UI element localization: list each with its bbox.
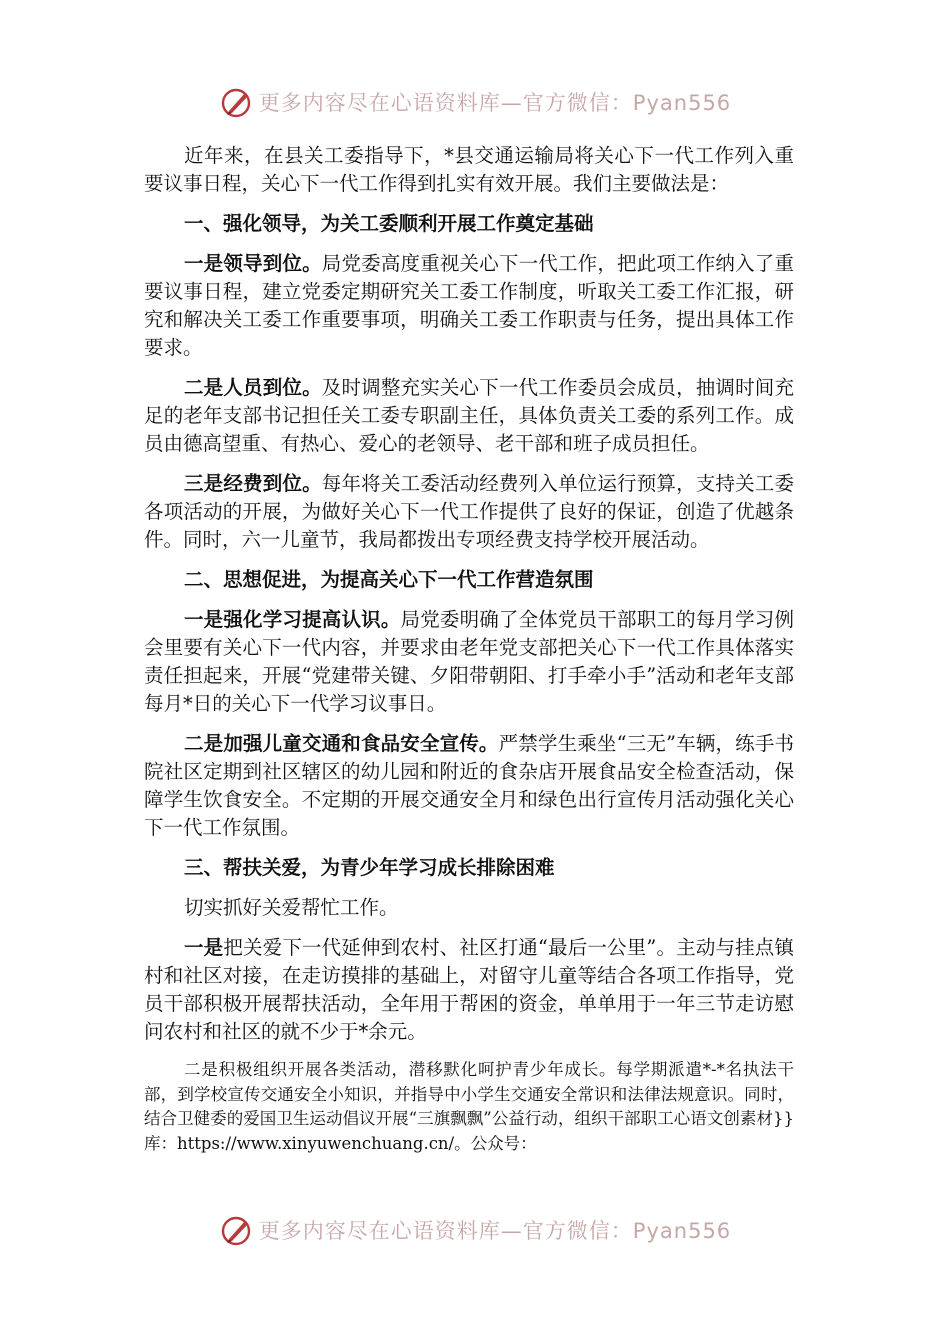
paragraph-body: 局党委高度重视关心下一代工作，把此项工作纳入了重要议事日程，建立党委定期研究关工委工作制度，听取关工委工作汇报，研究和解决关工委工作重要事项，明确关工委工作职责与任务，提出具体工作要求。 [144, 252, 794, 359]
paragraph-body: 每年将关工委活动经费列入单位运行预算，支持关工委各项活动的开展，为做好关心下一代工作提供了良好的保证，创造了优越条件。同时，六一儿童节，我局都拨出专项经费支持学校开展活动。 [144, 472, 794, 551]
watermark-text: 更多内容尽在心语资料库—官方微信：Pyan556 [258, 1219, 732, 1243]
header-watermark-banner [0, 82, 950, 122]
paragraph-lead: 二是人员到位。 [184, 376, 322, 399]
paragraph-lead: 三是经费到位。 [184, 472, 322, 495]
paragraph-body: 及时调整充实关心下一代工作委员会成员，抽调时间充足的老年支部书记担任关工委专职副主任，具体负责关工委的系列工作。成员由德高望重、有热心、爱心的老领导、老干部和班子成员担任。 [144, 376, 794, 455]
paragraph-lead: 一是领导到位。 [184, 252, 322, 275]
section-3-paragraph-1 [144, 934, 794, 1046]
section-1-heading: 一、强化领导，为关工委顺利开展工作奠定基础 [184, 212, 594, 235]
section-3-paragraph-0: 切实抓好关爱帮忙工作。 [184, 896, 399, 919]
paragraph-lead: 一是 [184, 936, 224, 959]
pen-logo-icon [219, 1213, 253, 1247]
section-1-paragraph-2 [144, 374, 794, 458]
intro-paragraph: 近年来，在县关工委指导下，*县交通运输局将关心下一代工作列入重要议事日程，关心下一代工作得到扎实有效开展。我们主要做法是： [144, 144, 794, 195]
watermark-text: 更多内容尽在心语资料库—官方微信：Pyan556 [258, 91, 732, 115]
section-2-paragraph-2 [144, 730, 794, 842]
footer-watermark-banner [0, 1210, 950, 1250]
paragraph-lead: 二是加强儿童交通和食品安全宣传。 [184, 732, 499, 755]
section-1-paragraph-3 [144, 470, 794, 554]
section-2-paragraph-1 [144, 606, 794, 718]
section-3-heading: 三、帮扶关爱，为青少年学习成长排除困难 [184, 856, 555, 879]
pen-logo-icon [219, 85, 253, 119]
document-body [144, 142, 794, 1168]
paragraph-body: 严禁学生乘坐“三无”车辆，练手书院社区定期到社区辖区的幼儿园和附近的食杂店开展食品安全检查活动，保障学生饮食安全。不定期的开展交通安全月和绿色出行宣传月活动强化关心下一代工作氛围。 [144, 732, 794, 839]
section-2-heading: 二、思想促进，为提高关心下一代工作营造氛围 [184, 568, 594, 591]
paragraph-lead: 一是强化学习提高认识。 [184, 608, 401, 631]
paragraph-body: 局党委明确了全体党员干部职工的每月学习例会里要有关心下一代内容，并要求由老年党支部把关心下一代工作具体落实责任担起来，开展“党建带关键、夕阳带朝阳、打手牵小手”活动和老年支部每月*日的关心下一代学习议事日。 [144, 608, 794, 715]
paragraph-body: 把关爱下一代延伸到农村、社区打通“最后一公里”。主动与挂点镇村和社区对接，在走访摸排的基础上，对留守儿童等结合各项工作指导，党员干部积极开展帮扶活动，全年用于帮困的资金，单单用于一年三节走访慰问农村和社区的就不少于*余元。 [144, 936, 794, 1043]
section-1-paragraph-1 [144, 250, 794, 362]
section-3-paragraph-2: 二是积极组织开展各类活动，潜移默化呵护青少年成长。每学期派遣*-*名执法干部，到学校宣传交通安全小知识，并指导中小学生交通安全常识和法律法规意识。同时，结合卫健委的爱国卫生运动倡议开展“三旗飘飘”公益行动，组织干部职工心语文创素材}}库：https://www.xinyuwenchuang.cn/。公众号： [144, 1060, 794, 1153]
